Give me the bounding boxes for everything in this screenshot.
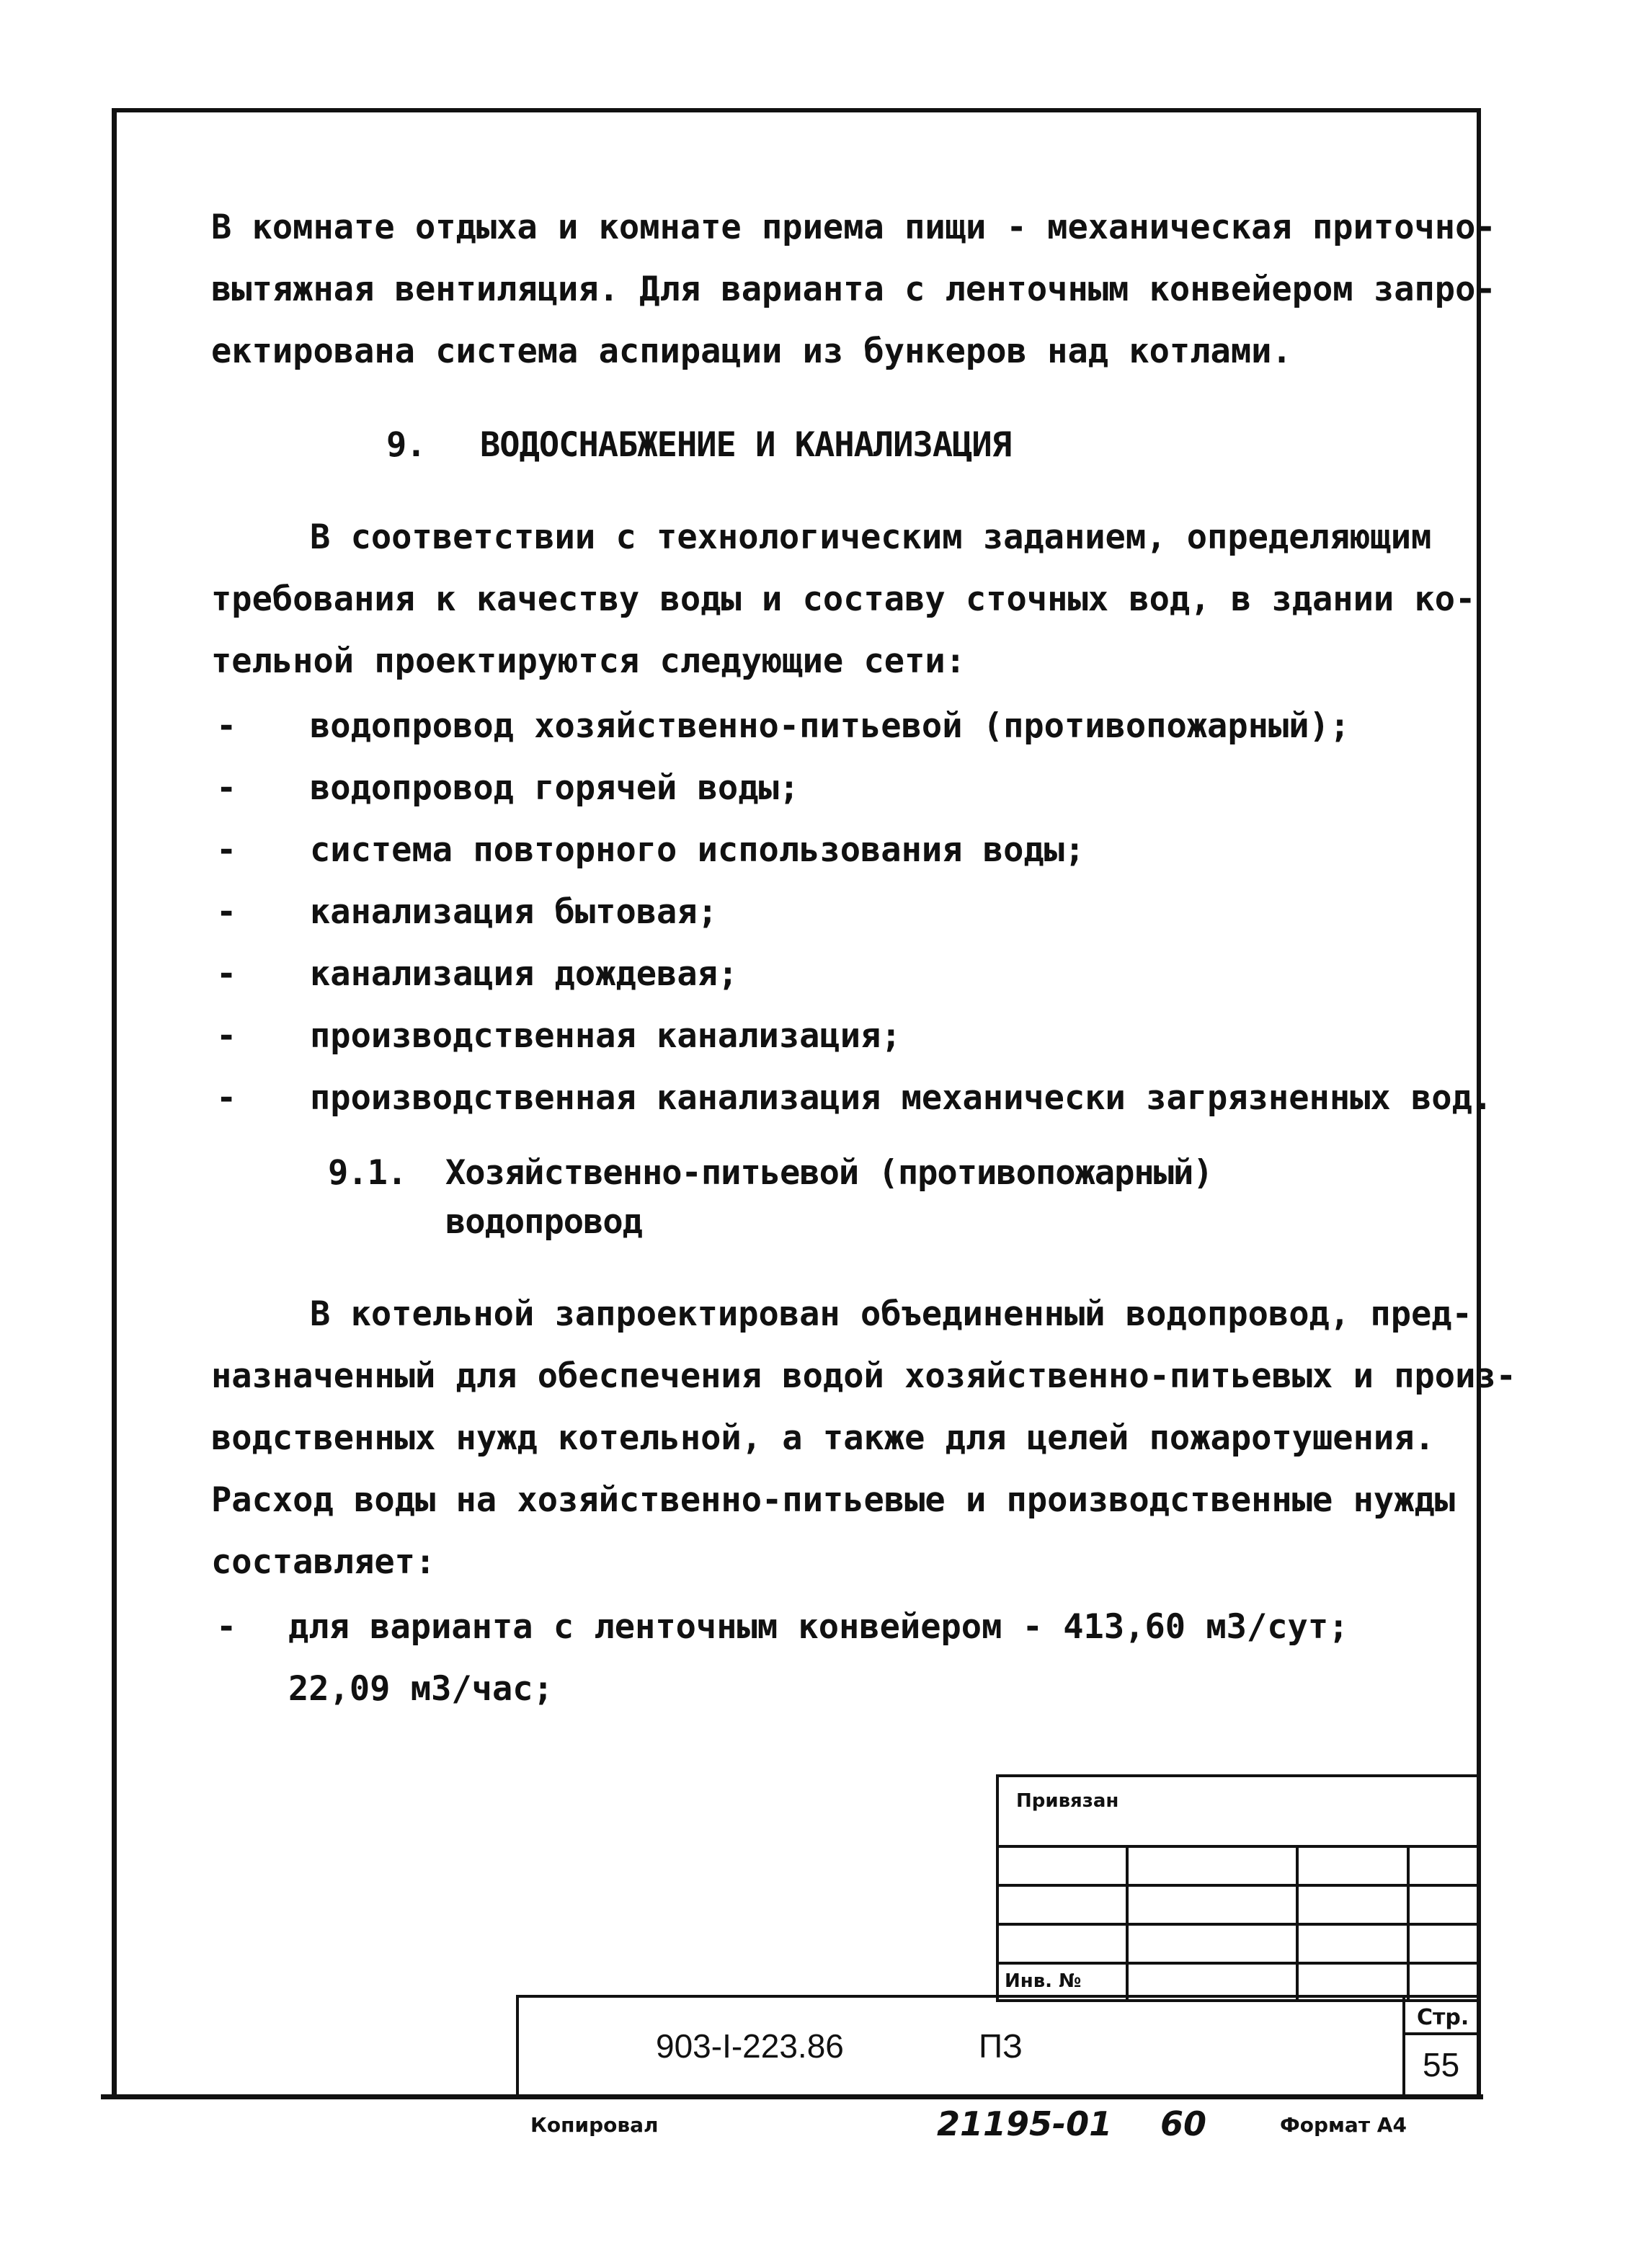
- document-type: ПЗ: [979, 2027, 1023, 2065]
- section-9-number: 9.: [386, 425, 426, 465]
- paragraph-3-line-5: составляет:: [211, 1542, 436, 1582]
- paragraph-1-line-3: ектирована система аспирации из бункеров над котлами.: [211, 332, 1292, 371]
- section-9-1-title-line-1: Хозяйственно-питьевой (противопожарный): [445, 1153, 1213, 1193]
- paragraph-2-line-2: требования к качеству воды и составу сточных вод, в здании ко-: [211, 579, 1476, 619]
- stamp-col-line: [1126, 1845, 1129, 2002]
- page-column-line: [1402, 1995, 1405, 2099]
- page-label: Стр.: [1417, 2005, 1469, 2030]
- section-9-1-title-line-2: водопровод: [445, 1202, 642, 1242]
- bullet-dash: -: [216, 706, 237, 746]
- paragraph-3-line-2: назначенный для обеспечения водой хозяйственно-питьевых и произ-: [211, 1356, 1516, 1396]
- bullet-item: производственная канализация механически загрязненных вод.: [310, 1078, 1493, 1118]
- paragraph-1-line-2: вытяжная вентиляция. Для варианта с ленточным конвейером запро-: [211, 270, 1496, 309]
- stamp-col-line: [1296, 1845, 1299, 2002]
- page-header-line: [1402, 2032, 1481, 2035]
- bullet-item: система повторного использования воды;: [310, 830, 1085, 870]
- page-number: 55: [1423, 2046, 1460, 2084]
- flow-item-line-2: 22,09 м3/час;: [288, 1669, 553, 1709]
- paragraph-3-line-3: водственных нужд котельной, а также для целей пожаротушения.: [211, 1418, 1435, 1458]
- paragraph-3-line-1: В котельной запроектирован объединенный водопровод, пред-: [310, 1294, 1472, 1334]
- bullet-item: производственная канализация;: [310, 1016, 902, 1056]
- bullet-dash: -: [216, 830, 237, 870]
- section-9-1-number: 9.1.: [328, 1153, 407, 1193]
- stamp-col-line: [1407, 1845, 1410, 2002]
- bullet-dash: -: [216, 1078, 237, 1118]
- bullet-item: водопровод хозяйственно-питьевой (противопожарный);: [310, 706, 1351, 746]
- inv-no-label: Инв. №: [1005, 1970, 1082, 1992]
- flow-item-line-1: для варианта с ленточным конвейером - 413,60 м3/сут;: [288, 1607, 1349, 1647]
- document-number: 903-I-223.86: [656, 2027, 844, 2065]
- bullet-item: водопровод горячей воды;: [310, 768, 800, 808]
- format-label: Формат А4: [1280, 2113, 1407, 2137]
- privyazan-label: Привязан: [1016, 1790, 1119, 1812]
- flow-bullet-dash: -: [216, 1607, 237, 1647]
- bullet-item: канализация бытовая;: [310, 892, 718, 932]
- paragraph-3-line-4: Расход воды на хозяйственно-питьевые и производственные нужды: [211, 1480, 1456, 1520]
- bullet-dash: -: [216, 768, 237, 808]
- bullet-dash: -: [216, 1016, 237, 1056]
- paragraph-2-line-1: В соответствии с технологическим заданием, определяющим: [310, 517, 1432, 557]
- paragraph-2-line-3: тельной проектируются следующие сети:: [211, 641, 966, 681]
- handwritten-number-2: 60: [1160, 2104, 1207, 2143]
- copied-label: Копировал: [530, 2113, 659, 2137]
- paragraph-1-line-1: В комнате отдыха и комнате приема пищи - механическая приточно-: [211, 208, 1496, 247]
- bullet-dash: -: [216, 892, 237, 932]
- section-9-title: ВОДОСНАБЖЕНИЕ И КАНАЛИЗАЦИЯ: [480, 425, 1012, 465]
- handwritten-number-1: 21195-01: [937, 2104, 1113, 2143]
- bullet-dash: -: [216, 954, 237, 994]
- bullet-item: канализация дождевая;: [310, 954, 739, 994]
